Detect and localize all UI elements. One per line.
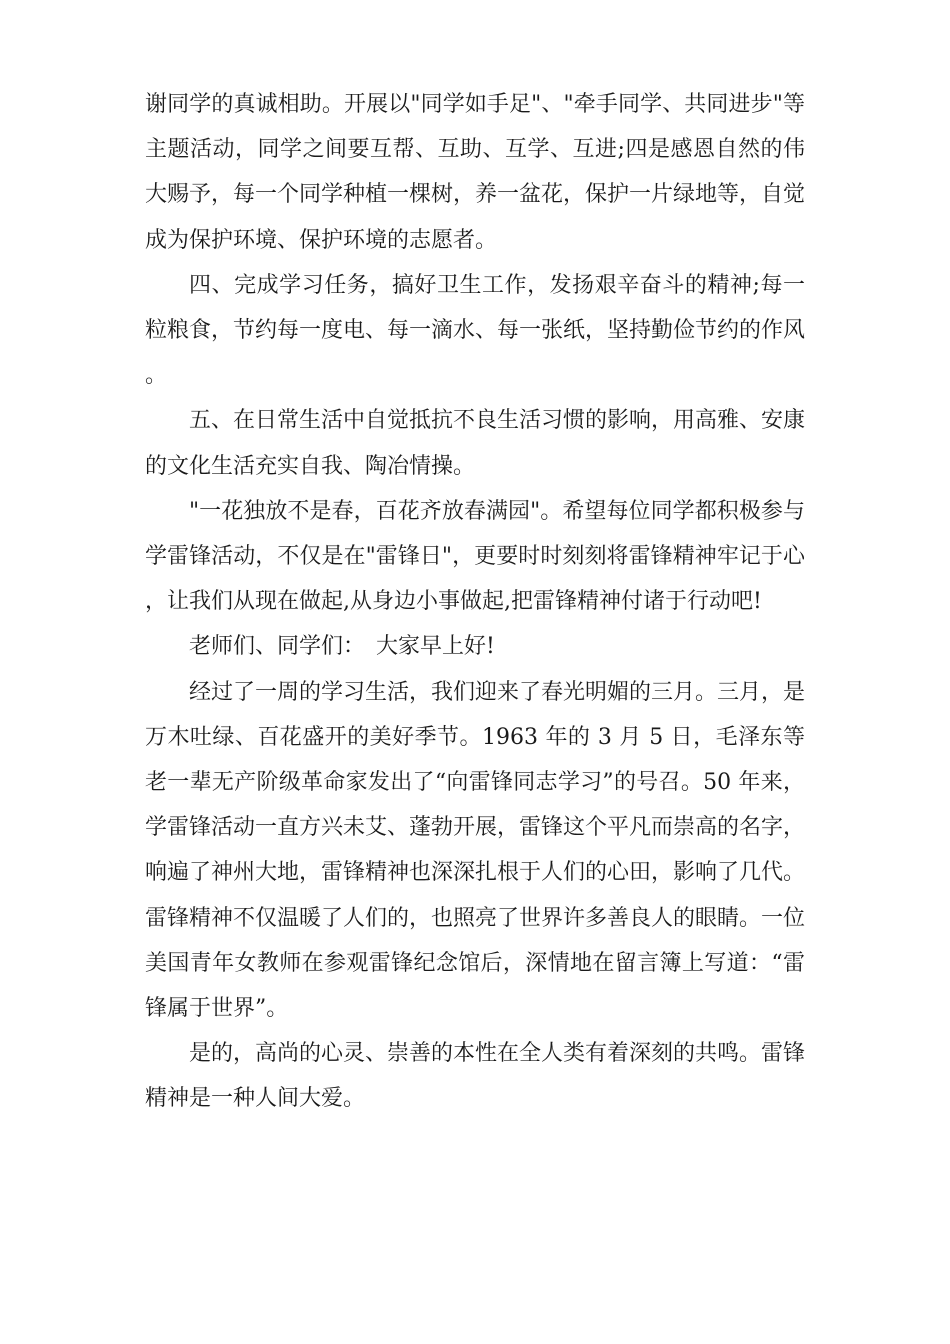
paragraph: 谢同学的真诚相助。开展以"同学如手足"、"牵手同学、共同进步"等主题活动，同学之间要互帮、互助、互学、互进;四是感恩自然的伟大赐予，每一个同学种植一棵树，养一盆花，保护一片绿地等，自觉成为保护环境、保护环境的志愿者。 (145, 92, 806, 253)
paragraph: 四、完成学习任务，搞好卫生工作，发扬艰辛奋斗的精神;每一粒粮食，节约每一度电、每一滴水、每一张纸，坚持勤俭节约的作风。 (145, 272, 806, 389)
paragraph: 五、在日常生活中自觉抵抗不良生活习惯的影响，用高雅、安康的文化生活充实自我、陶冶情操。 (145, 408, 806, 479)
document-body (145, 82, 805, 1122)
paragraph: 是的，高尚的心灵、崇善的本性在全人类有着深刻的共鸣。雷锋精神是一种人间大爱。 (145, 1041, 806, 1112)
paragraph: 经过了一周的学习生活，我们迎来了春光明媚的三月。三月，是万木吐绿、百花盛开的美好季节。1963 年的 3 月 5 日，毛泽东等老一辈无产阶级革命家发出了“向雷锋同志学习”的号召。50 年来，学雷锋活动一直方兴未艾、蓬勃开展，雷锋这个平凡而崇高的名字，响遍了神州大地，雷锋精神也深深扎根于人们的心田，影响了几代。雷锋精神不仅温暖了人们的，也照亮了世界许多善良人的眼睛。一位美国青年女教师在参观雷锋纪念馆后，深情地在留言簿上写道：“雷锋属于世界”。 (145, 679, 806, 1022)
paragraph: "一花独放不是春，百花齐放春满园"。希望每位同学都积极参与学雷锋活动，不仅是在"雷锋日"，更要时时刻刻将雷锋精神牢记于心，让我们从现在做起,从身边小事做起,把雷锋精神付诸于行动吧! (145, 498, 805, 615)
paragraph: 老师们、同学们： 大家早上好! (189, 634, 495, 660)
